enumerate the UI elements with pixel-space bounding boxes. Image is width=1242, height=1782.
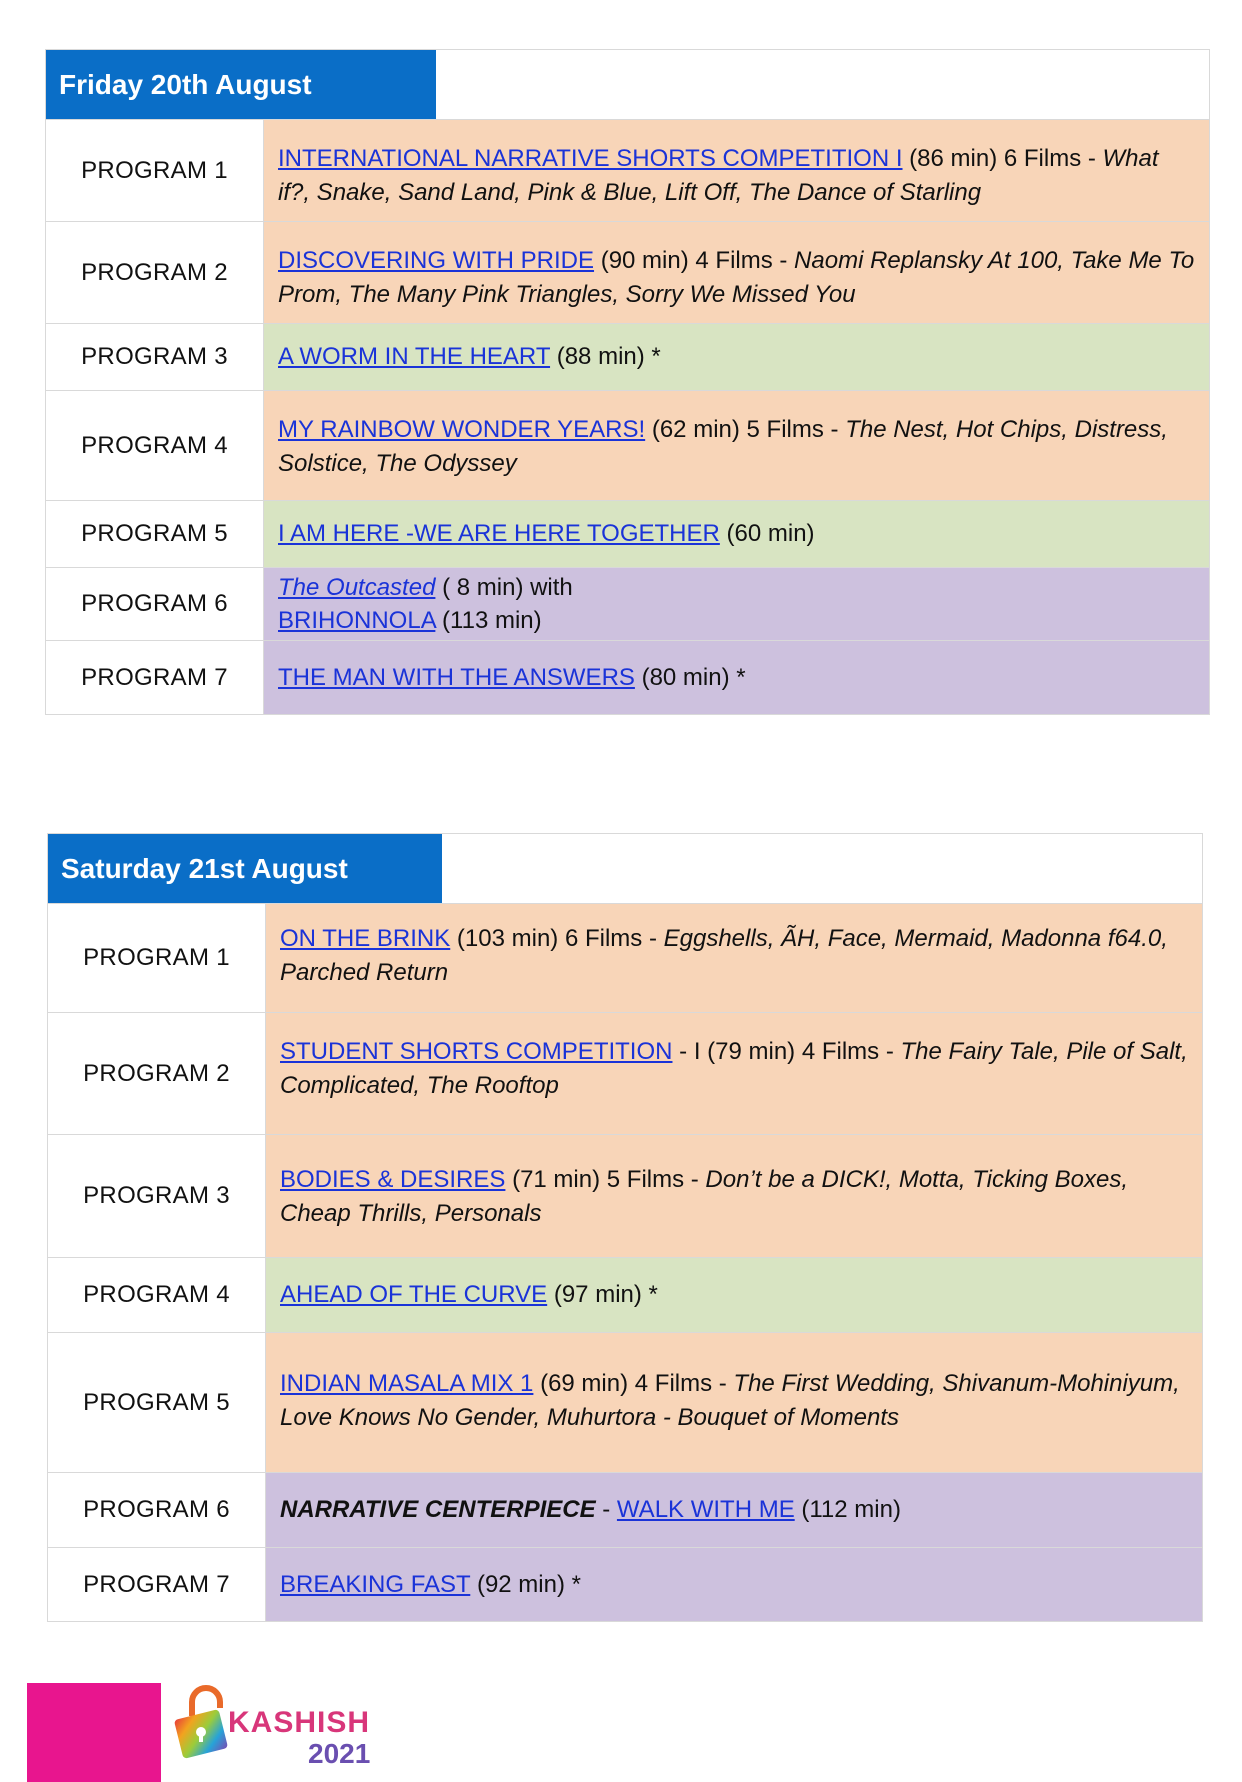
program-films: What if?, Snake, Sand Land, Pink & Blue, Lift Off, The Dance of Starling [278,145,1159,206]
program-title-link[interactable]: THE MAN WITH THE ANSWERS [278,663,635,691]
program-row [46,640,1209,714]
program-row [46,390,1209,500]
day-title: Saturday 21st August [48,834,442,903]
program-row [48,903,1202,1012]
program-info: (60 min) [719,520,815,547]
program-prefix: NARRATIVE CENTERPIECE [280,1496,596,1523]
program-info: (103 min) 6 Films - [450,925,664,952]
program-title-link[interactable]: DISCOVERING WITH PRIDE [278,247,595,274]
program-info: (62 min) 5 Films - [645,416,846,443]
program-label: PROGRAM 1 [48,904,266,1012]
program-row [48,1472,1202,1547]
program-label: PROGRAM 5 [48,1333,266,1472]
program-label: PROGRAM 2 [46,222,264,323]
program-label: PROGRAM 1 [46,120,264,221]
program-films: The Nest, Hot Chips, Distress, Solstice, The Odyssey [278,416,1168,477]
program-label: PROGRAM 3 [46,324,264,390]
program-title-link[interactable]: INDIAN MASALA MIX 1 [280,1370,534,1397]
program-row [46,500,1209,567]
program-title-link[interactable]: I AM HERE -WE ARE HERE TOGETHER [278,520,720,547]
program-title-link[interactable]: The Outcasted [278,574,436,601]
day-header [46,50,1209,119]
program-row [48,1547,1202,1621]
program-details [264,391,1209,500]
program-details [264,568,1209,640]
program-info: (112 min) [794,1496,901,1523]
program-films: Eggshells, ÃH, Face, Mermaid, Madonna f64.0, Parched Return [280,925,1168,986]
program-title-link[interactable]: INTERNATIONAL NARRATIVE SHORTS COMPETITION I [278,145,903,172]
friday-schedule-table [45,49,1210,715]
day-header [48,834,1202,903]
program-second-title-link[interactable]: BRIHONNOLA [278,607,436,634]
program-title-link[interactable]: A WORM IN THE HEART [278,343,551,370]
program-info: (86 min) 6 Films - [902,145,1103,172]
kashish-logo [170,1678,390,1778]
program-info: (90 min) 4 Films - [594,247,795,274]
program-label: PROGRAM 6 [46,568,264,640]
program-label: PROGRAM 2 [48,1013,266,1134]
program-label: PROGRAM 6 [48,1473,266,1547]
program-info: (71 min) 5 Films - [505,1166,706,1193]
program-info: (97 min) * [547,1281,658,1308]
program-row [46,567,1209,640]
program-info: (92 min) * [470,1570,581,1598]
program-label: PROGRAM 3 [48,1135,266,1257]
program-details [264,501,1209,567]
footer-color-block [27,1683,161,1782]
program-details [264,120,1209,221]
program-title-link[interactable]: WALK WITH ME [616,1496,795,1523]
program-label: PROGRAM 7 [46,641,264,714]
logo-year: 2021 [308,1738,371,1769]
saturday-schedule-table [47,833,1203,1622]
program-row [48,1257,1202,1332]
program-details [266,1473,1202,1547]
program-label: PROGRAM 7 [48,1548,266,1621]
program-row [48,1012,1202,1134]
program-row [46,119,1209,221]
program-row [48,1134,1202,1257]
program-info: (88 min) * [550,343,661,370]
program-row [46,221,1209,323]
program-films: Naomi Replansky At 100, Take Me To Prom, The Many Pink Triangles, Sorry We Missed You [278,247,1195,308]
program-details [264,324,1209,390]
program-films: Don’t be a DICK!, Motta, Ticking Boxes, Cheap Thrills, Personals [280,1166,1129,1227]
program-details [266,1333,1202,1472]
program-details [264,222,1209,323]
program-info: ( 8 min) with [435,574,573,601]
program-films: The Fairy Tale, Pile of Salt, Complicated, The Rooftop [280,1038,1188,1099]
program-info: (69 min) 4 Films - [533,1370,734,1397]
program-title-link[interactable]: AHEAD OF THE CURVE [280,1281,548,1308]
program-title-link[interactable]: BODIES & DESIRES [280,1166,506,1193]
program-row [46,323,1209,390]
program-title-link[interactable]: STUDENT SHORTS COMPETITION [280,1038,673,1065]
program-title-link[interactable]: MY RAINBOW WONDER YEARS! [278,416,646,443]
day-title: Friday 20th August [46,50,436,119]
program-title-link[interactable]: BREAKING FAST [280,1570,471,1598]
logo-word: KASHISH [228,1706,371,1739]
program-films: The First Wedding, Shivanum-Mohiniyum, Love Knows No Gender, Muhurtora - Bouquet of Moments [280,1370,1180,1431]
program-second-info: (113 min) [435,607,542,634]
program-details [266,1258,1202,1332]
program-label: PROGRAM 5 [46,501,264,567]
program-details [266,1013,1202,1134]
program-info: - I (79 min) 4 Films - [672,1038,901,1065]
program-details [266,904,1202,1012]
program-details [264,641,1209,714]
program-details [266,1135,1202,1257]
program-row [48,1332,1202,1472]
program-label: PROGRAM 4 [48,1258,266,1332]
program-details [266,1548,1202,1621]
program-info: (80 min) * [634,663,746,691]
program-separator: - [595,1496,617,1523]
program-title-link[interactable]: ON THE BRINK [280,925,451,952]
program-label: PROGRAM 4 [46,391,264,500]
